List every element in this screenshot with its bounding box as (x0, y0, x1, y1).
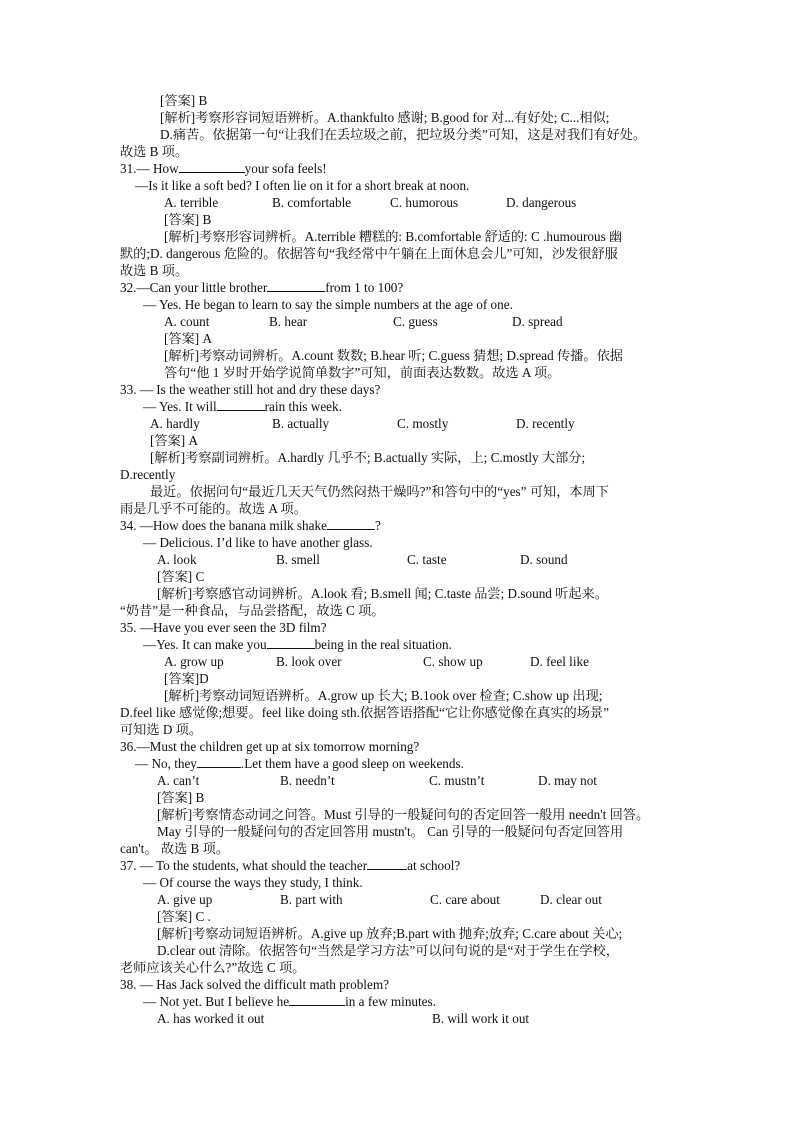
question-text: 34. —How does the banana milk shake (120, 518, 327, 533)
question-text-tail: ? (374, 518, 381, 533)
question-line (120, 279, 403, 296)
text-line: 38. — Has Jack solved the difficult math problem? (120, 977, 389, 992)
question-text-tail: .Let them have a good sleep on weekends. (240, 756, 464, 771)
answer-blank (179, 160, 245, 173)
text-line: [答案] B (160, 93, 208, 108)
option-d: D. clear out (540, 892, 602, 907)
option-a: A. can’t (157, 773, 200, 788)
text-line: [答案] A (150, 433, 198, 448)
text-line: —Is it like a soft bed? I often lie on it for a short break at noon. (135, 178, 470, 193)
text-line: [解析]考察动词短语辨析。A.grow up 长大; B.1ook over 检查; C.show up 出现; (164, 688, 603, 703)
text-line: 老师应该关心什么?”故选 C 项。 (120, 960, 306, 975)
text-line: 答句“他 1 岁时开始学说简单数字”可知，前面表达数数。故选 A 项。 (164, 365, 561, 380)
text-line: [解析]考察副词辨析。A.hardly 几乎不; B.actually 实际，上; C.mostly 大部分; (150, 450, 586, 465)
question-line (135, 755, 464, 772)
text-line: D.feel like 感觉像;想要。feel like doing sth.依据答语搭配“它让你感觉像在真实的场景” (120, 705, 609, 720)
option-d: D. dangerous (506, 195, 577, 210)
question-text-tail: being in the real situation. (314, 637, 452, 652)
text-line: [解析]考察动词短语辨析。A.give up 放弃;B.part with 抛弃;放弃; C.care about 关心; (157, 926, 623, 941)
option-b: B. will work it out (432, 1011, 530, 1026)
option-a: A. give up (157, 892, 213, 907)
option-a: A. look (157, 552, 197, 567)
text-line: 35. —Have you ever seen the 3D film? (120, 620, 327, 635)
option-b: B. look over (276, 654, 342, 669)
text-line: [答案] C (157, 569, 205, 584)
question-text: 32.—Can your little brother (120, 280, 268, 295)
text-line: [解析]考察动词辨析。A.count 数数; B.hear 听; C.guess 猜想; D.spread 传播。依据 (164, 348, 623, 363)
option-b: B. smell (276, 552, 320, 567)
text-line: 可知选 D 项。 (120, 722, 203, 737)
option-a: A. count (164, 314, 210, 329)
answer-blank (327, 517, 375, 530)
question-text-tail: your sofa feels! (244, 161, 327, 176)
option-b: B. part with (280, 892, 343, 907)
question-text: —Yes. It can make you (143, 637, 267, 652)
answer-blank (267, 636, 315, 649)
text-line: 故选 B 项。 (120, 263, 189, 278)
option-d: D. may not (538, 773, 597, 788)
text-line: D.clear out 清除。依据答句“当然是学习方法”可以问句说的是“对于学生在学校， (157, 943, 619, 958)
answer-blank (367, 857, 407, 870)
question-line (120, 857, 460, 874)
option-c: C. mostly (397, 416, 449, 431)
text-line: [答案] B (164, 212, 212, 227)
text-line: [答案] C . (157, 909, 211, 924)
option-d: D. sound (520, 552, 568, 567)
text-line: [解析]考察形容词短语辨析。A.thankfulto 感谢; B.good for 对...有好处; C...相似; (160, 110, 610, 125)
answer-blank (289, 993, 345, 1006)
question-line (120, 160, 327, 177)
question-text: 37. — To the students, what should the teacher (120, 858, 368, 873)
question-text: 31.— How (120, 161, 179, 176)
text-line: 雨是几乎不可能的。故选 A 项。 (120, 501, 307, 516)
option-b: B. comfortable (272, 195, 352, 210)
option-c: C. show up (423, 654, 483, 669)
text-line: can't。 故选 B 项。 (120, 841, 229, 856)
question-line (120, 517, 381, 534)
option-c: C. taste (407, 552, 447, 567)
text-line: — Yes. He began to learn to say the simple numbers at the age of one. (143, 297, 513, 312)
option-b: B. hear (269, 314, 308, 329)
question-text-tail: from 1 to 100? (325, 280, 404, 295)
answer-blank (267, 279, 325, 292)
question-text-tail: in a few minutes. (345, 994, 436, 1009)
option-d: D. recently (516, 416, 575, 431)
text-line: 默的;D. dangerous 危险的。依据答句“我经常中午躺在上面休息会儿”可知，沙发很舒服 (120, 246, 618, 261)
answer-blank (217, 398, 265, 411)
question-text: — Not yet. But I believe he (143, 994, 290, 1009)
text-line: 33. — Is the weather still hot and dry these days? (120, 382, 381, 397)
option-c: C. humorous (390, 195, 459, 210)
option-c: C. care about (430, 892, 500, 907)
text-line: — Delicious. I’d like to have another glass. (143, 535, 373, 550)
question-text-tail: rain this week. (264, 399, 342, 414)
text-line: [答案] A (164, 331, 212, 346)
text-line: May 引导的一般疑问句的否定回答用 mustn't。 Can 引导的一般疑问句否定回答用 (157, 824, 624, 839)
option-d: D. feel like (530, 654, 589, 669)
text-line: “奶昔”是一种食品，与品尝搭配，故选 C 项。 (120, 603, 385, 618)
text-line: D.痛苦。依据第一句“让我们在丢垃圾之前，把垃圾分类”可知，这是对我们有好处。 (160, 127, 647, 142)
option-a: A. grow up (164, 654, 224, 669)
text-line: 最近。依据问句“最近几天天气仍然闷热干燥吗?”和答句中的“yes” 可知，本周下 (150, 484, 609, 499)
text-line: D.recently (120, 467, 176, 482)
option-c: C. guess (393, 314, 438, 329)
text-line: [解析]考察形容词辨析。A.terrible 糟糕的: B.comfortable 舒适的: C .humourous 幽 (164, 229, 623, 244)
text-line: 故选 B 项。 (120, 144, 189, 159)
option-a: A. terrible (164, 195, 219, 210)
question-line (143, 993, 436, 1010)
question-line (143, 636, 452, 653)
question-text-tail: at school? (407, 858, 461, 873)
text-line: — Of course the ways they study, I think. (143, 875, 363, 890)
text-line: [解析]考察感官动词辨析。A.look 看; B.smell 闻; C.taste 品尝; D.sound 听起来。 (157, 586, 608, 601)
option-a: A. has worked it out (157, 1011, 265, 1026)
option-b: B. actually (272, 416, 330, 431)
text-line: [解析]考察情态动词之问答。Must 引导的一般疑问句的否定回答一般用 needn't 回答。 (157, 807, 650, 822)
text-line: 36.—Must the children get up at six tomorrow morning? (120, 739, 420, 754)
answer-blank (197, 755, 241, 768)
question-text: — No, they (135, 756, 197, 771)
option-c: C. mustn’t (429, 773, 485, 788)
text-line: [答案]D (164, 671, 209, 686)
text-line: [答案] B (157, 790, 205, 805)
option-d: D. spread (512, 314, 563, 329)
question-line (143, 398, 342, 415)
question-text: — Yes. It will (143, 399, 217, 414)
option-a: A. hardly (150, 416, 200, 431)
option-b: B. needn’t (280, 773, 335, 788)
